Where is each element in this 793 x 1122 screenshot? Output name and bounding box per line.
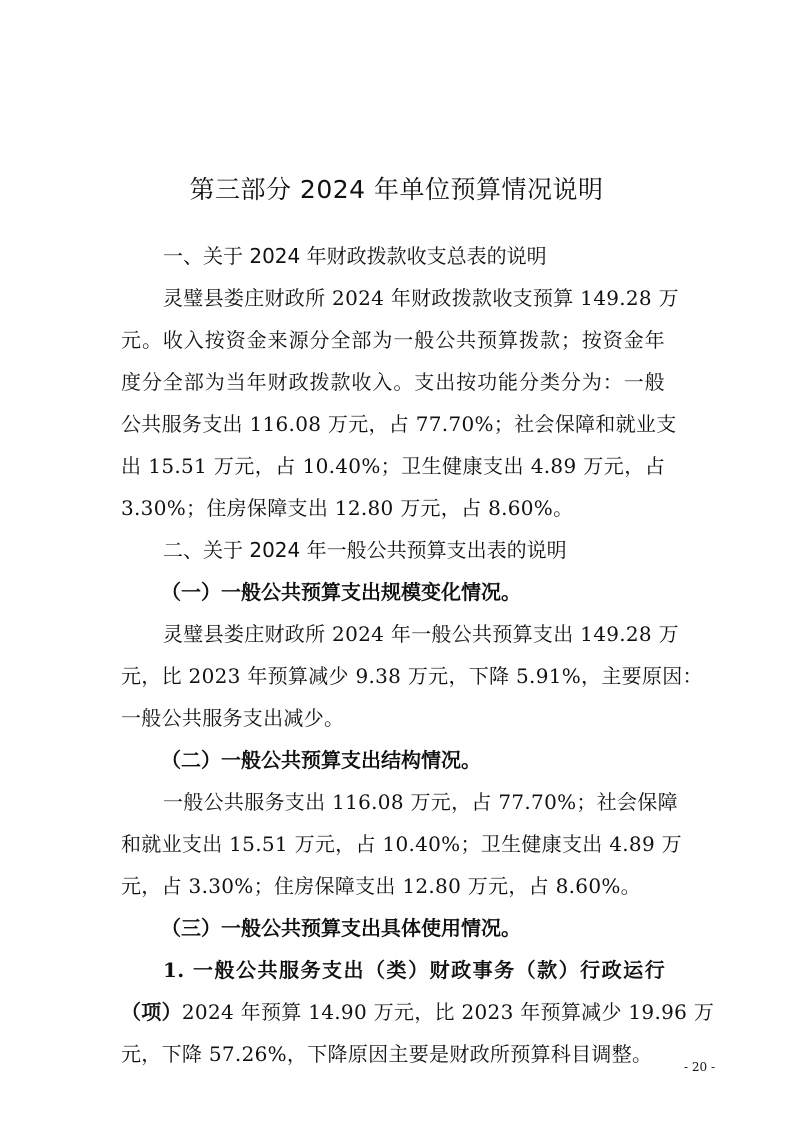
- section-1-heading: 一、关于 2024 年财政拨款收支总表的说明: [163, 244, 547, 268]
- section-1-line: 3.30%；住房保障支出 12.80 万元，占 8.60%。: [121, 496, 574, 520]
- item-1-text: 2024 年预算 14.90 万元，比 2023 年预算减少 19.96 万: [181, 1000, 715, 1024]
- subsection-2-line: 一般公共服务支出 116.08 万元，占 77.70%；社会保障: [163, 790, 678, 814]
- subsection-1-line: 灵璧县娄庄财政所 2024 年一般公共预算支出 149.28 万: [163, 622, 679, 646]
- subsection-3-heading: （三）一般公共预算支出具体使用情况。: [161, 916, 521, 940]
- section-1-line: 度分全部为当年财政拨款收入。支出按功能分类分为：一般: [121, 370, 665, 394]
- section-2-heading: 二、关于 2024 年一般公共预算支出表的说明: [163, 538, 567, 562]
- item-1-line: 元，下降 57.26%，下降原因主要是财政所预算科目调整。: [121, 1042, 653, 1066]
- subsection-2-heading: （二）一般公共预算支出结构情况。: [161, 748, 481, 772]
- section-1-line: 出 15.51 万元，占 10.40%；卫生健康支出 4.89 万元，占: [121, 454, 665, 478]
- item-1-line: [121, 996, 715, 1025]
- section-1-line: 灵璧县娄庄财政所 2024 年财政拨款收支预算 149.28 万: [163, 286, 679, 310]
- section-1-line: 公共服务支出 116.08 万元，占 77.70%；社会保障和就业支: [121, 412, 677, 436]
- subsection-1-line: 元，比 2023 年预算减少 9.38 万元，下降 5.91%，主要原因：: [121, 664, 703, 688]
- subsection-1-heading: （一）一般公共预算支出规模变化情况。: [161, 580, 521, 604]
- section-1-line: 元。收入按资金来源分全部为一般公共预算拨款；按资金年: [121, 328, 665, 352]
- item-1-title: 1. 一般公共服务支出（类）财政事务（款）行政运行: [163, 958, 665, 982]
- subsection-2-line: 元，占 3.30%；住房保障支出 12.80 万元，占 8.60%。: [121, 874, 641, 898]
- page-number: - 20 -: [683, 1060, 715, 1074]
- subsection-1-line: 一般公共服务支出减少。: [121, 706, 345, 730]
- item-1-level-label: （项）: [121, 1000, 182, 1024]
- subsection-2-line: 和就业支出 15.51 万元，占 10.40%；卫生健康支出 4.89 万: [121, 832, 682, 856]
- page-title: 第三部分 2024 年单位预算情况说明: [189, 175, 604, 204]
